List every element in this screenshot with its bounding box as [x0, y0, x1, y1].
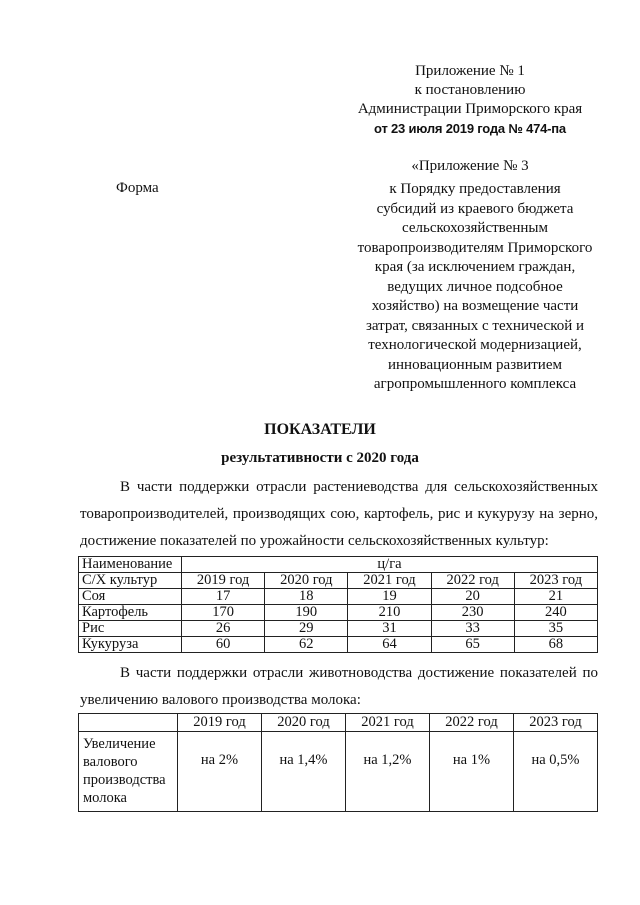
- value-cell: 17: [182, 589, 265, 605]
- description-line: инновационным развитием: [388, 356, 562, 373]
- year-cell: 2021 год: [348, 573, 431, 589]
- description-line: агропромышленного комплекса: [373, 376, 577, 392]
- paragraph-line: товаропроизводителей, производящих сою, картофель, рис и кукурузу на зерно,: [80, 506, 598, 522]
- resolution-date: от 23 июля 2019 года № 474-па: [374, 121, 566, 136]
- table-row: [79, 621, 598, 637]
- value-cell: 18: [265, 589, 348, 605]
- crop-paragraph: [80, 474, 598, 555]
- value-cell: 64: [348, 637, 431, 653]
- description-line: технологической модернизацией,: [368, 337, 582, 353]
- value-cell: на 2%: [178, 732, 262, 812]
- description-line: хозяйство) на возмещение части: [371, 298, 579, 314]
- value-cell: 31: [348, 621, 431, 637]
- value-cell: на 1,4%: [262, 732, 346, 812]
- year-cell: 2019 год: [178, 714, 262, 732]
- crop-yield-table: [78, 556, 598, 653]
- year-cell: 2021 год: [346, 714, 430, 732]
- value-cell: 170: [182, 605, 265, 621]
- row-label-line: Увеличение: [83, 736, 156, 752]
- value-cell: на 1%: [430, 732, 514, 812]
- year-cell: 2022 год: [431, 573, 514, 589]
- year-cell: 2023 год: [514, 573, 597, 589]
- paragraph-line: В части поддержки отрасли животноводства достижение показателей по: [120, 665, 598, 681]
- year-cell: 2020 год: [262, 714, 346, 732]
- description-line: сельскохозяйственным: [402, 220, 548, 236]
- value-cell: 210: [348, 605, 431, 621]
- year-cell: 2023 год: [514, 714, 598, 732]
- milk-paragraph: [80, 660, 598, 714]
- header-name-cell: С/Х культур: [79, 573, 182, 589]
- value-cell: на 0,5%: [514, 732, 598, 812]
- description-line: товаропроизводителям Приморского: [357, 239, 593, 256]
- header-name-cell: Наименование: [79, 557, 182, 573]
- value-cell: на 1,2%: [346, 732, 430, 812]
- crop-name-cell: Кукуруза: [79, 637, 182, 653]
- value-cell: 21: [514, 589, 597, 605]
- row-label-cell: [79, 732, 178, 812]
- form-label: Форма: [116, 180, 159, 196]
- appendix-line: Приложение № 1: [415, 63, 525, 79]
- value-cell: 35: [514, 621, 597, 637]
- crop-name-cell: Картофель: [79, 605, 182, 621]
- empty-header-cell: [79, 714, 178, 732]
- table-header-row: [79, 714, 598, 732]
- paragraph-line: увеличению валового производства молока:: [80, 692, 361, 708]
- page-subtitle: результативности с 2020 года: [221, 450, 419, 466]
- appendix-line: к постановлению: [414, 82, 526, 98]
- appendix3-title: «Приложение № 3: [411, 158, 529, 174]
- value-cell: 26: [182, 621, 265, 637]
- year-cell: 2019 год: [182, 573, 265, 589]
- milk-production-table: [78, 713, 598, 812]
- description-line: к Порядку предоставления: [389, 181, 561, 197]
- crop-name-cell: Рис: [79, 621, 182, 637]
- row-label-line: валового: [83, 754, 138, 770]
- table-header-row: [79, 573, 598, 589]
- value-cell: 230: [431, 605, 514, 621]
- value-cell: 240: [514, 605, 597, 621]
- row-label-line: производства: [83, 772, 166, 788]
- description-line: субсидий из краевого бюджета: [376, 200, 574, 217]
- description-line: затрат, связанных с технической и: [365, 317, 585, 334]
- value-cell: 68: [514, 637, 597, 653]
- crop-name-cell: Соя: [79, 589, 182, 605]
- description-line: края (за исключением граждан,: [374, 259, 576, 275]
- value-cell: 29: [265, 621, 348, 637]
- page-title: ПОКАЗАТЕЛИ: [264, 421, 376, 438]
- value-cell: 62: [265, 637, 348, 653]
- table-row: [79, 589, 598, 605]
- value-cell: 20: [431, 589, 514, 605]
- value-cell: 60: [182, 637, 265, 653]
- year-cell: 2020 год: [265, 573, 348, 589]
- year-cell: 2022 год: [430, 714, 514, 732]
- appendix-line: Администрации Приморского края: [357, 101, 583, 117]
- appendix3-description: [335, 180, 615, 395]
- row-label-line: молока: [83, 790, 127, 806]
- table-row: [79, 637, 598, 653]
- table-row: [79, 605, 598, 621]
- value-cell: 190: [265, 605, 348, 621]
- paragraph-line: достижение показателей по урожайности сельскохозяйственных культур:: [80, 533, 549, 549]
- appendix-header: [330, 62, 610, 138]
- value-cell: 33: [431, 621, 514, 637]
- unit-cell: ц/га: [182, 557, 598, 573]
- paragraph-line: В части поддержки отрасли растениеводства для сельскохозяйственных: [120, 479, 598, 495]
- description-line: ведущих личное подсобное: [387, 278, 563, 295]
- table-header-row: [79, 557, 598, 573]
- value-cell: 65: [431, 637, 514, 653]
- value-cell: 19: [348, 589, 431, 605]
- table-row: [79, 732, 598, 812]
